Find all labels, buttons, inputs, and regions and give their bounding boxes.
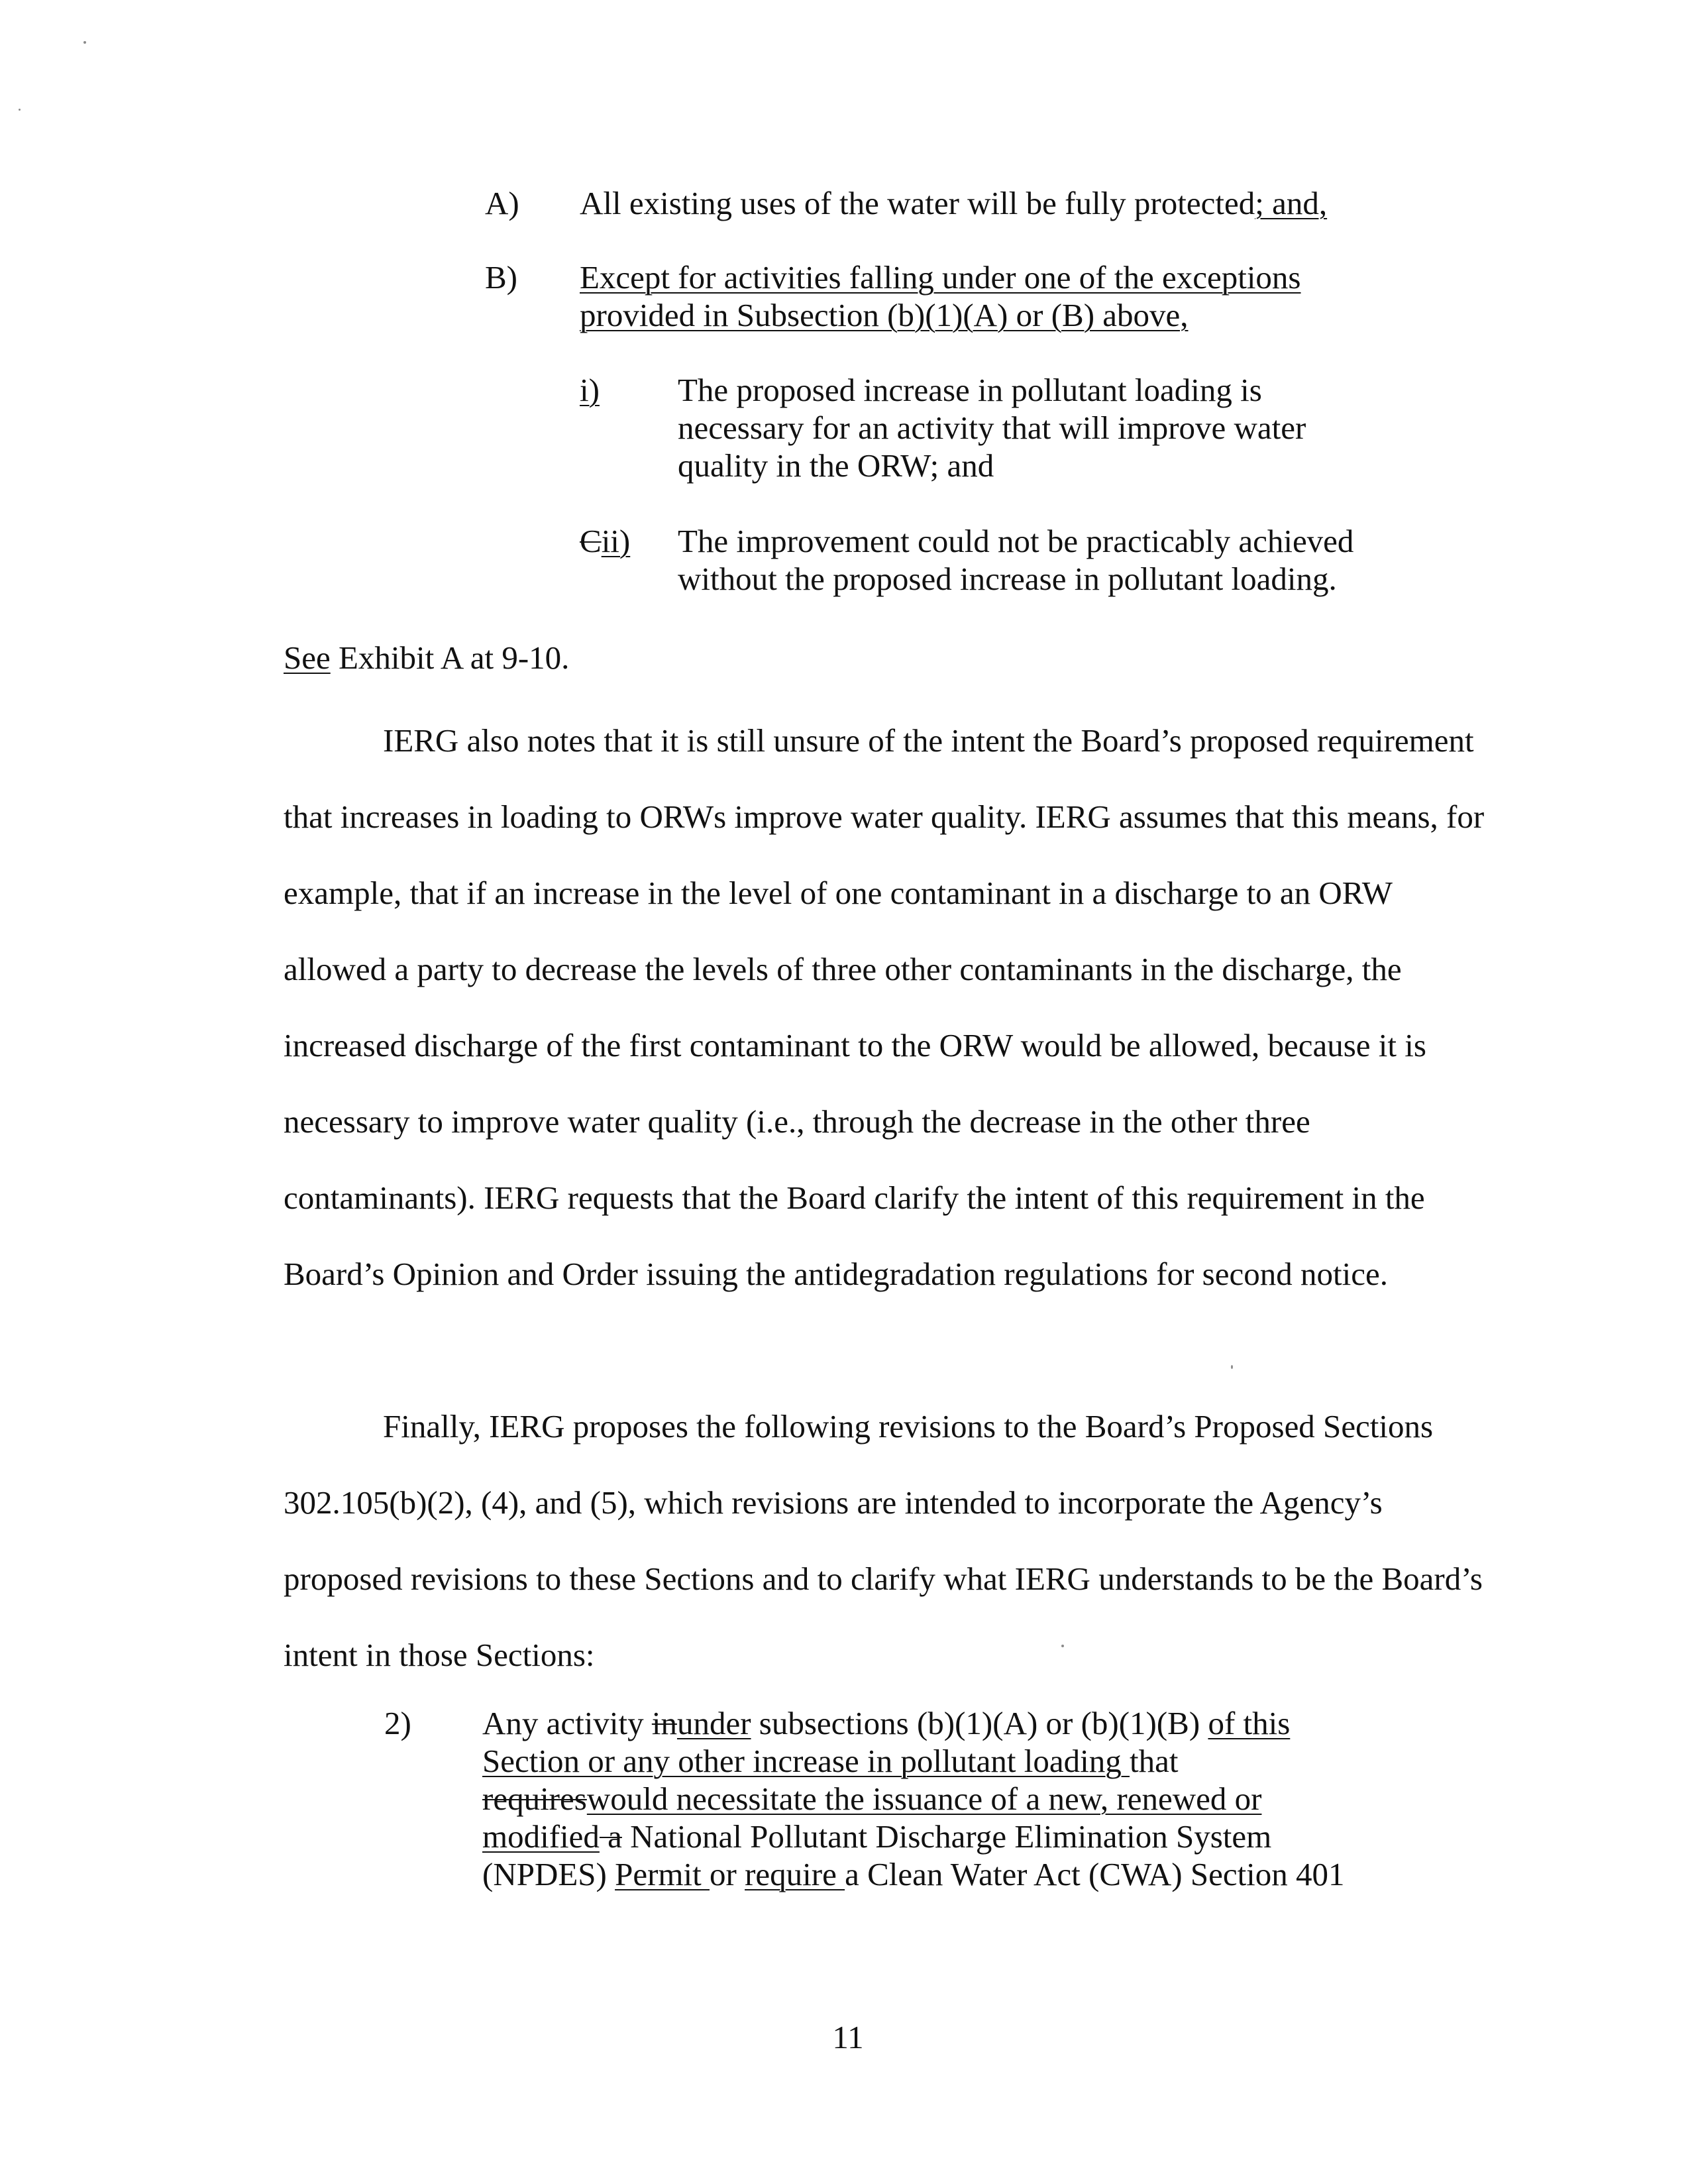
item-2-l5-inserted-2: require bbox=[745, 1856, 845, 1892]
item-2-line-2 bbox=[482, 1742, 1476, 1780]
citation bbox=[284, 639, 569, 677]
item-a-label: A) bbox=[485, 185, 519, 221]
item-2-l3-deleted: requires bbox=[482, 1780, 587, 1817]
item-b-label: B) bbox=[485, 259, 517, 296]
item-2-l1-deleted: in bbox=[651, 1705, 677, 1741]
item-2-l5-b: or bbox=[710, 1856, 745, 1892]
item-2-l4-b: National Pollutant Discharge Elimination System bbox=[621, 1818, 1272, 1855]
item-i-line-1: The proposed increase in pollutant loading is bbox=[678, 372, 1262, 408]
scan-speck bbox=[1231, 1365, 1233, 1369]
item-ii-line-2: without the proposed increase in pollutant loading. bbox=[678, 561, 1337, 597]
item-a-body: All existing uses of the water will be fully protected bbox=[580, 185, 1255, 221]
item-2-l1-inserted: under bbox=[676, 1705, 751, 1741]
item-b-text bbox=[580, 258, 1301, 334]
item-2-l1-inserted-2: of this bbox=[1208, 1705, 1291, 1741]
item-2-l2-b: that bbox=[1130, 1743, 1179, 1779]
citation-see: See bbox=[284, 639, 331, 676]
item-2-l5-a: (NPDES) bbox=[482, 1856, 615, 1892]
item-2-l1-a: Any activity bbox=[482, 1705, 652, 1741]
item-2-l5-c: a Clean Water Act (CWA) Section 401 bbox=[845, 1856, 1345, 1892]
item-2-label: 2) bbox=[384, 1705, 411, 1741]
item-2-l2-inserted: Section or any other increase in pollutant loading bbox=[482, 1743, 1130, 1779]
item-ii-label-deleted: C bbox=[580, 523, 602, 559]
item-2-l4-inserted: modified bbox=[482, 1818, 600, 1855]
item-i-line-3: quality in the ORW; and bbox=[678, 447, 994, 484]
item-2-line-3 bbox=[482, 1780, 1476, 1818]
item-ii-text bbox=[678, 522, 1353, 598]
paragraph-2 bbox=[284, 1388, 1489, 1693]
paragraph-2-text: Finally, IERG proposes the following revisions to the Board’s Proposed Sections 302.105(b)(2), (4), and (5), which revisions are intended to incorporate the Agency’s proposed revisions to these Sections and to clarify what IERG understands to be the Board’s intent in those Sections: bbox=[284, 1408, 1483, 1673]
item-i-text bbox=[678, 371, 1306, 484]
paragraph-1 bbox=[284, 702, 1489, 1312]
page-number: 11 bbox=[832, 2019, 864, 2055]
item-2-line-1 bbox=[482, 1704, 1476, 1742]
item-a-text bbox=[580, 184, 1327, 222]
item-2-l3-inserted: would necessitate the issuance of a new, renewed or bbox=[586, 1780, 1262, 1817]
scan-speck bbox=[83, 41, 86, 44]
citation-text: Exhibit A at 9-10. bbox=[330, 639, 570, 676]
item-ii-line-1: The improvement could not be practicably achieved bbox=[678, 523, 1354, 559]
item-2-line-4 bbox=[482, 1818, 1476, 1855]
item-2-line-5 bbox=[482, 1855, 1476, 1893]
item-i-label: i) bbox=[580, 372, 600, 408]
scan-speck bbox=[19, 109, 21, 111]
scan-speck bbox=[1061, 1645, 1064, 1647]
item-a-insertion: ; and, bbox=[1255, 185, 1328, 221]
item-b-line-2: provided in Subsection (b)(1)(A) or (B) above, bbox=[580, 297, 1189, 333]
item-2-text bbox=[482, 1704, 1476, 1893]
item-2-l5-inserted: Permit bbox=[615, 1856, 710, 1892]
item-2-l4-deleted: a bbox=[599, 1818, 622, 1855]
item-2-l1-b: subsections (b)(1)(A) or (b)(1)(B) bbox=[751, 1705, 1208, 1741]
item-ii-label-inserted: ii) bbox=[601, 523, 631, 559]
item-i-line-2: necessary for an activity that will improve water bbox=[678, 410, 1306, 446]
item-ii-label bbox=[580, 522, 630, 560]
item-b-line-1: Except for activities falling under one of the exceptions bbox=[580, 259, 1301, 296]
paragraph-1-text: IERG also notes that it is still unsure of the intent the Board’s proposed requirement that increases in loading to ORWs improve water quality. IERG assumes that this means, for example, that if an increase in the level of one contaminant in a discharge to an ORW allowed a party to decrease the levels of three other contaminants in the discharge, the increased discharge of the first contaminant to the ORW would be allowed, because it is necessary to improve water quality (i.e., through the decrease in the other three contaminants). IERG requests that the Board clarify the intent of this requirement in the Board’s Opinion and Order issuing the antidegradation regulations for second notice. bbox=[284, 722, 1485, 1292]
